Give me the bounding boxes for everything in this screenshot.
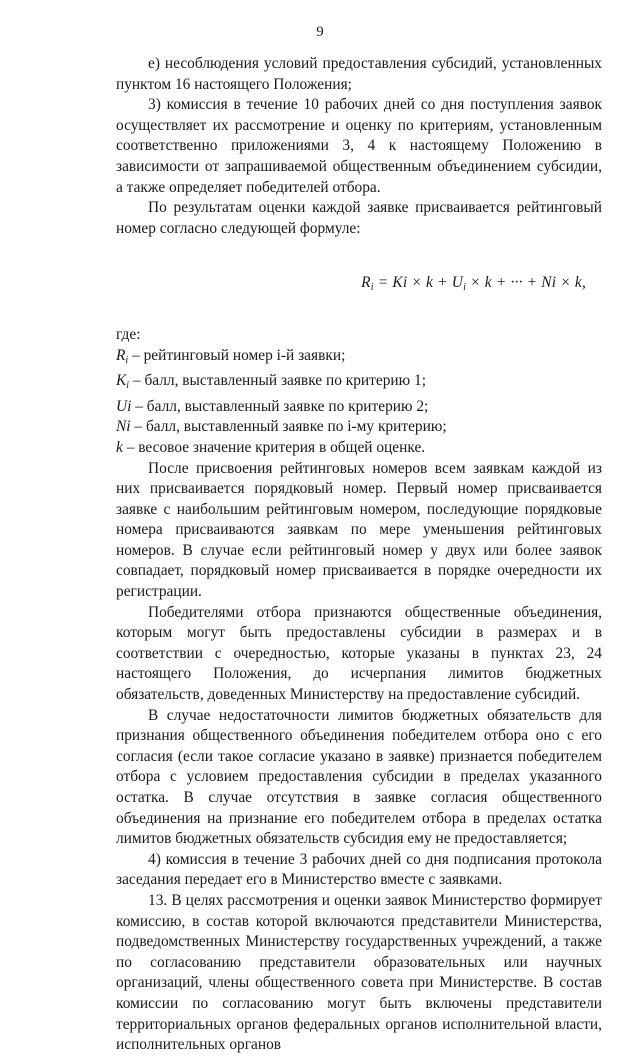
paragraph: е) несоблюдения условий предоставления субсидий, установленных пунктом 16 настоящего Положения; [116, 55, 602, 93]
rating-formula [116, 273, 602, 299]
where-label: где: [116, 325, 141, 343]
formula-rhs-sub: i [463, 282, 467, 294]
paragraph: Победителями отбора признаются общественные объединения, которым могут быть предоставлены субсидии в размерах и в соответствии с очередностью, которые указаны в пунктах 23, 24 настоящего Положения, до исчерпания лимитов бюджетных обязательств, доведенных Министерству на предоставление субсидий. [116, 603, 602, 704]
definition-symbol-sub: i [126, 380, 130, 392]
definition-item [116, 397, 602, 418]
page-number: 9 [316, 24, 324, 40]
definition-item [116, 371, 602, 397]
document-body [116, 54, 602, 1056]
formula-rhs: = Ki × k + U [373, 274, 464, 292]
paragraph: 13. В целях рассмотрения и оценки заявок Министерство формирует комиссию, в состав которой включаются представители Министерства, подведомственных Министерству государственных учреждений, а также по согласованию представители образовательных или научных организаций, члены общественного совета при Министерстве. В состав комиссии по согласованию могут быть включены представители территориальных органов федеральных органов исполнительной власти, исполнительных органов [116, 891, 602, 1054]
definition-symbol: R [116, 346, 126, 364]
paragraph: 3) комиссия в течение 10 рабочих дней со дня поступления заявок осуществляет их рассмотрение и оценку по критериям, установленным соответственно приложениями 3, 4 к настоящему Положению в зависимости от запрашиваемой общественным объединением субсидии, а также определяет победителей отбора. [116, 96, 602, 196]
definition-item [116, 438, 602, 459]
paragraph: По результатам оценки каждой заявке присваивается рейтинговый номер согласно следующей формуле: [116, 199, 602, 237]
paragraph: 4) комиссия в течение 3 рабочих дней со дня подписания протокола заседания передает его в Министерство вместе с заявками. [116, 850, 602, 889]
definition-text: – балл, выставленный заявке по критерию 2; [131, 397, 429, 415]
definition-text: – весовое значение критерия в общей оценке. [122, 438, 426, 456]
definition-text: – балл, выставленный заявке по критерию 1; [129, 372, 426, 390]
definition-symbol-sub: i [125, 354, 129, 366]
paragraph: После присвоения рейтинговых номеров всем заявкам каждой из них присваивается порядковый номер. Первый номер присваивается заявке с наибольшим рейтинговым номером, последующие порядковые номера присваиваются заявкам по мере уменьшения рейтинговых номеров. В случае если рейтинговый номер у двух или более заявок совпадает, порядковый номер присваивается в порядке очередности их регистрации. [116, 459, 602, 601]
definition-text: – балл, выставленный заявке по i-му критерию; [130, 418, 447, 436]
definition-symbol: k [116, 438, 123, 456]
definition-item [116, 346, 602, 372]
formula-lhs: R [361, 274, 371, 292]
paragraph: В случае недостаточности лимитов бюджетных обязательств для признания общественного объединения победителем отбора оно с его согласия (если такое согласие указано в заявке) признается победителем отбора с условием предоставления субсидии в пределах указанного остатка. В случае отсутствия в заявке согласия общественного объединения на признание его победителем отбора в пределах остатка лимитов бюджетных обязательств субсидия ему не предоставляется; [116, 706, 602, 848]
definition-text: – рейтинговый номер i-й заявки; [128, 346, 346, 364]
definition-symbol: K [116, 372, 127, 390]
definition-item [116, 417, 602, 438]
formula-rhs-tail: × k + ··· + Ni × k, [466, 274, 586, 292]
definition-symbol: Ni [116, 418, 131, 436]
definition-symbol: Ui [116, 397, 132, 415]
formula-lhs-sub: i [370, 282, 374, 294]
